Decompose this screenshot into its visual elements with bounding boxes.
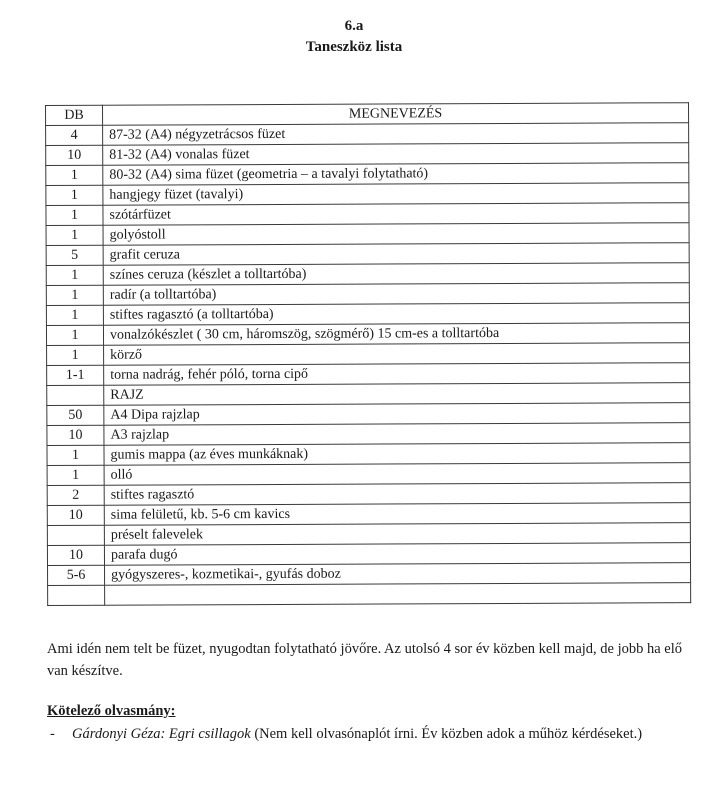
table-row [47,403,690,426]
table-row [48,563,691,586]
table-row [47,443,690,466]
table-header-row [46,103,689,126]
book-remark: (Nem kell olvasónaplót írni. Év közben adok a műhöz kérdéseket.) [250,726,643,742]
row-name: A4 Dipa rajzlap [104,403,690,426]
row-name: színes ceruza (készlet a tolltartóba) [103,263,689,286]
book-author-title: Gárdonyi Géza: Egri csillagok [72,726,251,742]
row-qty: 1 [46,225,103,245]
table-row [47,503,690,526]
table-row [48,583,691,606]
row-qty: 10 [47,505,104,525]
table-row [46,303,689,326]
row-name: gyógyszeres-, kozmetikai-, gyufás doboz [105,563,691,586]
row-name: 87-32 (A4) négyzetrácsos füzet [103,123,689,146]
table-row [47,423,690,446]
row-name: szótárfüzet [103,203,689,226]
table-row [46,183,689,206]
row-qty: 1 [46,165,103,185]
table-row [46,283,689,306]
row-name: A3 rajzlap [104,423,690,446]
table-body [46,123,691,606]
row-qty: 1 [46,185,103,205]
note-paragraph: Ami idén nem telt be füzet, nyugodtan folytatható jövőre. Az utolsó 4 sor év közben kell majd, de jobb ha elő van készítve. [47,641,683,679]
row-name: 81-32 (A4) vonalas füzet [103,143,689,166]
row-qty: 10 [46,145,103,165]
row-name: torna nadrág, fehér póló, torna cipő [104,363,690,386]
row-qty: 2 [47,485,104,505]
table-row [46,203,689,226]
table-row [47,343,690,366]
row-name: olló [104,463,690,486]
table-row [46,323,689,346]
row-qty: 1 [47,445,104,465]
row-qty: 1 [46,205,103,225]
row-name: RAJZ [104,383,690,406]
supply-table [45,102,691,606]
row-qty: 50 [47,405,104,425]
table-row [46,143,689,166]
list-bullet: - [50,726,55,742]
table-row [46,123,689,146]
row-qty: 5-6 [48,565,105,585]
row-qty: 1 [46,305,103,325]
row-qty: 1 [46,265,103,285]
row-name: préselt falevelek [104,523,690,546]
row-qty: 1 [46,285,103,305]
column-header-qty: DB [46,105,103,125]
row-qty: 5 [46,245,103,265]
row-name [105,583,691,606]
row-name: sima felületű, kb. 5-6 cm kavics [104,503,690,526]
row-qty: 10 [47,425,104,445]
required-reading-title: Kötelező olvasmány: [47,703,176,719]
row-qty: 4 [46,125,103,145]
table-row [46,243,689,266]
table-row [47,363,690,386]
row-name: körző [104,343,690,366]
row-qty: 1 [47,345,104,365]
row-name: stiftes ragasztó [104,483,690,506]
document-title: Taneszköz lista [305,39,403,55]
required-reading-item [50,723,692,745]
class-code: 6.a [344,18,364,34]
row-qty: 1 [46,325,103,345]
table-row [47,523,690,546]
row-name: gumis mappa (az éves munkáknak) [104,443,690,466]
table-row [46,223,689,246]
row-name: stiftes ragasztó (a tolltartóba) [103,303,689,326]
row-name: golyóstoll [103,223,689,246]
table-row [47,463,690,486]
table-row [47,543,690,566]
row-qty [47,385,104,405]
row-qty [48,585,105,605]
row-name: vonalzókészlet ( 30 cm, háromszög, szögmérő) 15 cm-es a tolltartóba [103,323,689,346]
row-qty [47,525,104,545]
row-qty: 1 [47,465,104,485]
row-qty: 1-1 [47,365,104,385]
row-name: hangjegy füzet (tavalyi) [103,183,689,206]
table-row [46,163,689,186]
table-row [47,383,690,406]
table-row [47,483,690,506]
row-name: 80-32 (A4) sima füzet (geometria – a tavalyi folytatható) [103,163,689,186]
row-qty: 10 [47,545,104,565]
row-name: parafa dugó [104,543,690,566]
row-name: radír (a tolltartóba) [103,283,689,306]
column-header-name: MEGNEVEZÉS [103,103,689,126]
table-row [46,263,689,286]
row-name: grafit ceruza [103,243,689,266]
